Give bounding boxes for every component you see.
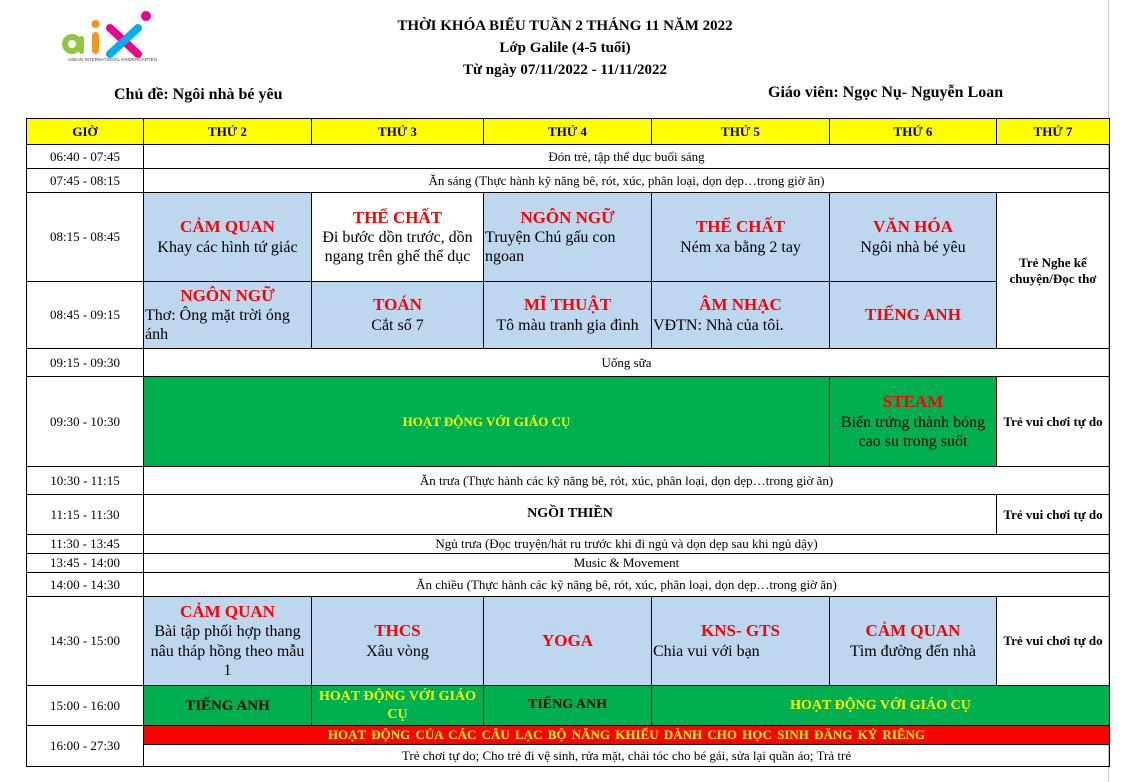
lesson-cell — [484, 597, 652, 686]
lesson-cell — [652, 597, 830, 686]
lesson-cell — [312, 193, 484, 282]
activity-cell: Uống sữa — [144, 349, 1110, 377]
activity-cell: Ngủ trưa (Đọc truyện/hát ru trước khi đi ngủ và dọn dẹp sau khi ngủ dậy) — [144, 535, 1110, 554]
time-cell: 09:30 - 10:30 — [27, 377, 144, 467]
activity-cell: Music & Movement — [144, 554, 1110, 573]
date-range: Từ ngày 07/11/2022 - 11/11/2022 — [462, 62, 668, 78]
saturday-cell: Trẻ Nghe kể chuyện/Đọc thơ — [997, 193, 1110, 349]
col-header-wed: THỨ 4 — [484, 119, 652, 145]
table-row — [27, 282, 1110, 349]
saturday-cell: Trẻ vui chơi tự do — [997, 377, 1110, 467]
time-cell: 08:45 - 09:15 — [27, 282, 144, 349]
lesson-cell — [312, 282, 484, 349]
lesson-subject: NGÔN NGỮ — [520, 207, 615, 227]
time-cell: 08:15 - 08:45 — [27, 193, 144, 282]
col-header-time: GIỜ — [27, 119, 144, 145]
lesson-cell — [830, 282, 997, 349]
lesson-cell — [144, 282, 312, 349]
time-cell: 15:00 - 16:00 — [27, 686, 144, 726]
time-cell: 14:00 - 14:30 — [27, 573, 144, 597]
lesson-cell — [830, 597, 997, 686]
lesson-subject: VĂN HÓA — [873, 217, 953, 237]
time-cell: 13:45 - 14:00 — [27, 554, 144, 573]
time-cell: 11:15 - 11:30 — [27, 495, 144, 535]
lesson-desc: VĐTN: Nhà của tôi. — [653, 316, 784, 334]
time-cell: 16:00 - 27:30 — [27, 726, 144, 767]
lesson-subject: THỂ CHẤT — [695, 217, 786, 237]
saturday-cell: Trẻ vui chơi tự do — [997, 597, 1110, 686]
teacher-label: Giáo viên: Ngọc Nụ- Nguyễn Loan — [768, 84, 1004, 101]
lesson-subject: THCS — [374, 621, 421, 641]
col-header-mon: THỨ 2 — [144, 119, 312, 145]
col-header-sat: THỨ 7 — [997, 119, 1110, 145]
lesson-cell — [484, 193, 652, 282]
lesson-subject: ÂM NHẠC — [699, 295, 782, 315]
class-name: Lớp Galile (4-5 tuổi) — [499, 40, 631, 56]
table-row — [27, 467, 1110, 495]
lesson-subject: STEAM — [882, 392, 944, 412]
table-row — [27, 377, 1110, 467]
lesson-cell — [312, 597, 484, 686]
lesson-desc: Khay các hình tứ giác — [157, 238, 298, 256]
lesson-desc: Truyện Chú gấu con ngoan — [485, 229, 616, 266]
lesson-cell — [652, 282, 830, 349]
svg-text:ASEAN INTERNATIONAL KINDERGART: ASEAN INTERNATIONAL KINDERGARTEN — [68, 57, 157, 62]
activity-cell: TIẾNG ANH — [484, 686, 652, 726]
activity-label: HOẠT ĐỘNG VỚI GIÁO CỤ — [318, 688, 476, 722]
lesson-cell — [652, 193, 830, 282]
lesson-subject: MĨ THUẬT — [523, 295, 612, 315]
lesson-desc: Tô màu tranh gia đình — [496, 316, 639, 334]
activity-cell — [312, 686, 484, 726]
lesson-desc: Ném xa bằng 2 tay — [680, 238, 801, 256]
activity-label: HOẠT ĐỘNG VỚI GIÁO CỤ — [790, 697, 971, 713]
time-cell: 10:30 - 11:15 — [27, 467, 144, 495]
table-row — [27, 349, 1110, 377]
lesson-subject: CẢM QUAN — [180, 217, 275, 237]
time-cell: 07:45 - 08:15 — [27, 169, 144, 193]
time-cell: 11:30 - 13:45 — [27, 535, 144, 554]
activity-cell: Ăn chiều (Thực hành các kỹ năng bê, rót, xúc, phân loại, dọn dẹp…trong giờ ăn) — [144, 573, 1110, 597]
lesson-cell — [144, 193, 312, 282]
table-row — [27, 745, 1110, 767]
club-activity-cell — [144, 726, 1110, 745]
lesson-cell — [484, 282, 652, 349]
activity-cell — [652, 686, 1110, 726]
lesson-cell — [830, 377, 997, 467]
activity-cell: Ăn trưa (Thực hành các kỹ năng bê, rót, xúc, phân loại, dọn dẹp…trong giờ ăn) — [144, 467, 1110, 495]
col-header-thu: THỨ 5 — [652, 119, 830, 145]
time-cell: 09:15 - 09:30 — [27, 349, 144, 377]
lesson-desc: Ngôi nhà bé yêu — [860, 238, 966, 256]
activity-cell: Trẻ chơi tự do; Cho trẻ đi vệ sinh, rửa mặt, chải tóc cho bé gái, sửa lại quần áo; Trả trẻ — [144, 745, 1110, 767]
table-row — [27, 573, 1110, 597]
table-row — [27, 554, 1110, 573]
lesson-subject: NGÔN NGỮ — [180, 285, 275, 305]
school-logo — [58, 8, 158, 74]
activity-cell: TIẾNG ANH — [144, 686, 312, 726]
timetable — [26, 118, 1110, 767]
table-row — [27, 535, 1110, 554]
table-row — [27, 686, 1110, 726]
logo-letter-i — [92, 32, 99, 54]
lesson-subject: THỂ CHẤT — [352, 207, 443, 227]
activity-cell: NGỒI THIỀN — [144, 495, 997, 535]
table-row — [27, 495, 1110, 535]
activity-label: HOẠT ĐỘNG VỚI GIÁO CỤ — [402, 413, 571, 429]
activity-cell — [144, 377, 830, 467]
club-activity-label: HOẠT ĐỘNG CỦA CÁC CÂU LẠC BỘ NĂNG KHIẾU DÀNH CHO HỌC SINH ĐĂNG KÝ RIÊNG — [327, 727, 926, 743]
schedule-title: THỜI KHÓA BIỂU TUẦN 2 THÁNG 11 NĂM 2022 — [397, 18, 733, 34]
lesson-cell — [830, 193, 997, 282]
activity-cell: Đón trẻ, tập thể dục buổi sáng — [144, 145, 1110, 169]
col-header-fri: THỨ 6 — [830, 119, 997, 145]
lesson-cell — [144, 597, 312, 686]
table-row — [27, 169, 1110, 193]
activity-cell: Ăn sáng (Thực hành kỹ năng bê, rót, xúc, phân loại, dọn dẹp…trong giờ ăn) — [144, 169, 1110, 193]
col-header-tue: THỨ 3 — [312, 119, 484, 145]
table-row — [27, 597, 1110, 686]
lesson-desc: Xâu vòng — [366, 642, 429, 660]
lesson-subject: KNS- GTS — [701, 621, 780, 641]
lesson-desc: Bài tập phối hợp thang nâu tháp hồng theo mẫu 1 — [150, 623, 305, 679]
lesson-desc: Cắt số 7 — [371, 316, 424, 334]
saturday-cell: Trẻ vui chơi tự do — [997, 495, 1110, 535]
table-row — [27, 726, 1110, 745]
time-cell: 14:30 - 15:00 — [27, 597, 144, 686]
lesson-desc: Tìm đường đến nhà — [850, 642, 976, 660]
lesson-subject: CẢM QUAN — [180, 602, 275, 622]
lesson-subject: TOÁN — [373, 295, 422, 315]
lesson-subject: YOGA — [542, 630, 593, 650]
lesson-desc: Thơ: Ông mặt trời óng ánh — [145, 307, 290, 344]
lesson-subject: TIẾNG ANH — [865, 304, 961, 324]
table-row — [27, 145, 1110, 169]
lesson-desc: Đi bước dồn trước, dồn ngang trên ghế thể dục — [322, 229, 473, 266]
theme-label: Chủ đề: Ngôi nhà bé yêu — [114, 86, 283, 103]
table-row — [27, 193, 1110, 282]
header-row — [27, 119, 1110, 145]
lesson-desc: Biến trứng thành bóng cao su trong suốt — [840, 413, 986, 450]
time-cell: 06:40 - 07:45 — [27, 145, 144, 169]
lesson-desc: Chia vui với bạn — [653, 642, 760, 660]
lesson-subject: CẢM QUAN — [865, 621, 961, 641]
